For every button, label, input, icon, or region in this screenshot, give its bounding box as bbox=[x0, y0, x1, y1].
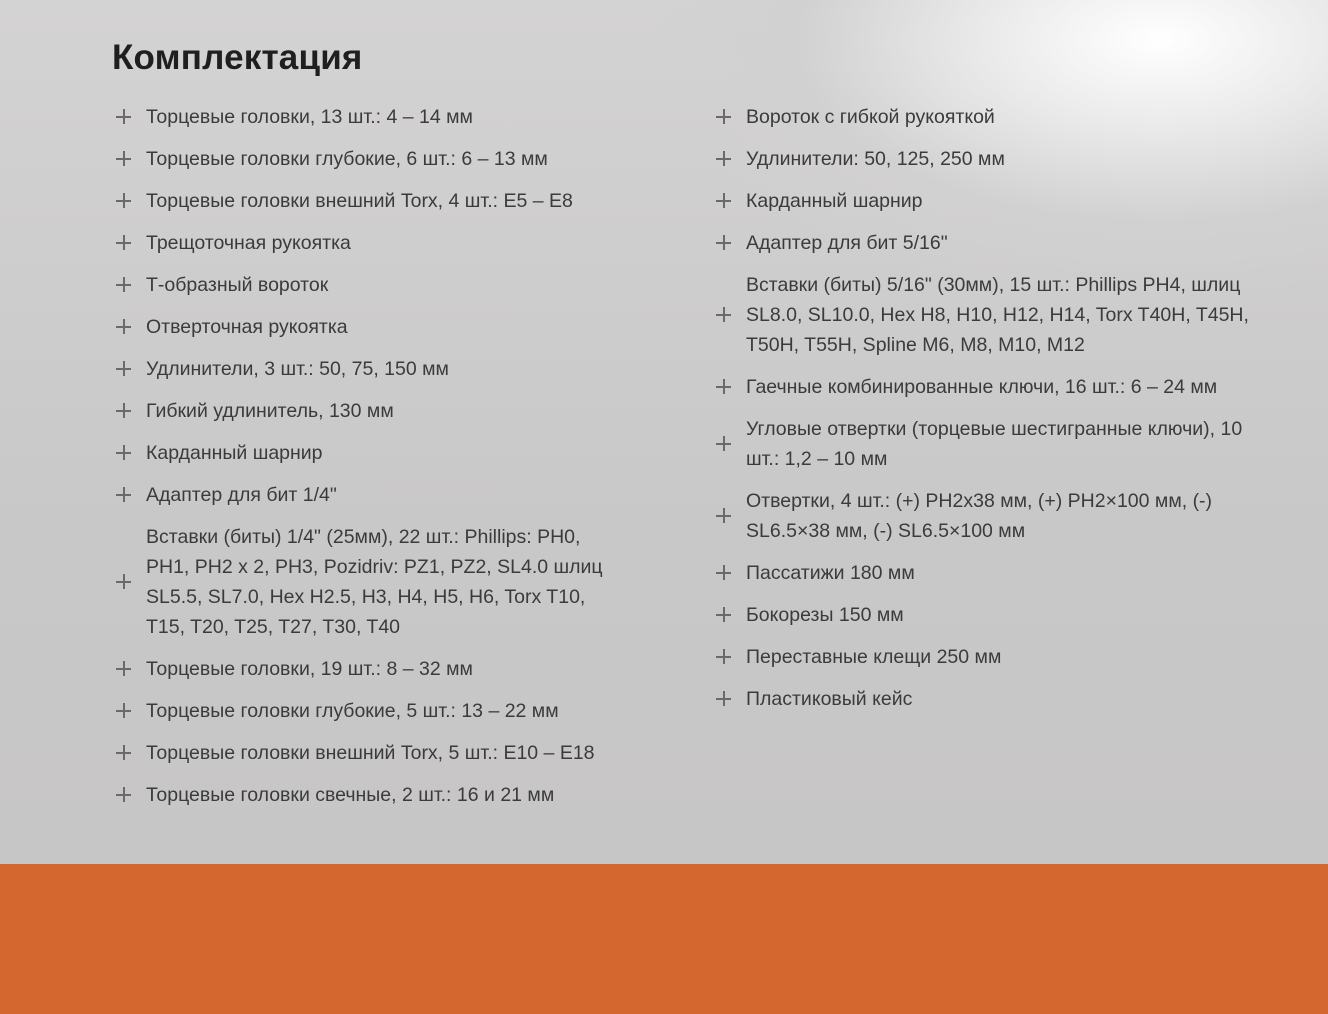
list-item bbox=[112, 480, 612, 510]
plus-icon bbox=[112, 315, 136, 339]
list-item-text: Т-образный вороток bbox=[146, 274, 329, 296]
list-item-text: Торцевые головки глубокие, 5 шт.: 13 – 22 мм bbox=[146, 700, 559, 722]
list-item bbox=[112, 654, 612, 684]
list-item-text: Торцевые головки свечные, 2 шт.: 16 и 21 мм bbox=[146, 784, 555, 806]
list-item bbox=[112, 144, 612, 174]
plus-icon bbox=[112, 570, 136, 594]
list-item-text: Торцевые головки, 13 шт.: 4 – 14 мм bbox=[146, 106, 473, 128]
list-item bbox=[712, 414, 1257, 474]
list-item-text: Карданный шарнир bbox=[746, 190, 923, 212]
plus-icon bbox=[712, 303, 736, 327]
section-title: Комплектация bbox=[112, 38, 363, 77]
plus-icon bbox=[712, 504, 736, 528]
list-item-text: Удлинители: 50, 125, 250 мм bbox=[746, 148, 1005, 170]
plus-icon bbox=[112, 741, 136, 765]
list-item bbox=[112, 270, 612, 300]
list-item bbox=[712, 144, 1257, 174]
list-item-text: Бокорезы 150 мм bbox=[746, 604, 904, 626]
list-item-text: Адаптер для бит 1/4" bbox=[146, 484, 337, 506]
list-item bbox=[112, 396, 612, 426]
list-item bbox=[112, 186, 612, 216]
list-item bbox=[112, 738, 612, 768]
plus-icon bbox=[712, 105, 736, 129]
list-item bbox=[712, 642, 1257, 672]
list-item-text: Трещоточная рукоятка bbox=[146, 232, 351, 254]
list-item-text: Карданный шарнир bbox=[146, 442, 323, 464]
plus-icon bbox=[112, 231, 136, 255]
list-item bbox=[712, 558, 1257, 588]
footer-band bbox=[0, 864, 1328, 1014]
list-item-text: Гаечные комбинированные ключи, 16 шт.: 6 – 24 мм bbox=[746, 376, 1218, 398]
list-item bbox=[712, 228, 1257, 258]
list-item bbox=[112, 780, 612, 810]
list-item-text: Пластиковый кейс bbox=[746, 688, 913, 710]
list-item-text: Вставки (биты) 5/16" (30мм), 15 шт.: Phillips PH4, шлиц SL8.0, SL10.0, Hex H8, H10, H12, H14, Torx T40H, T45H, T50H, T55H, Spline M6, M8, M10, M12 bbox=[746, 274, 1249, 356]
kit-list-left bbox=[112, 102, 612, 822]
list-item bbox=[112, 102, 612, 132]
list-item bbox=[712, 186, 1257, 216]
list-item bbox=[712, 372, 1257, 402]
plus-icon bbox=[712, 603, 736, 627]
list-item bbox=[712, 270, 1257, 360]
list-item bbox=[112, 312, 612, 342]
plus-icon bbox=[112, 105, 136, 129]
list-item-text: Торцевые головки внешний Torx, 5 шт.: E10 – E18 bbox=[146, 742, 595, 764]
plus-icon bbox=[712, 432, 736, 456]
list-item-text: Вороток с гибкой рукояткой bbox=[746, 106, 995, 128]
list-item-text: Отверточная рукоятка bbox=[146, 316, 348, 338]
plus-icon bbox=[712, 189, 736, 213]
list-item-text: Переставные клещи 250 мм bbox=[746, 646, 1002, 668]
plus-icon bbox=[112, 357, 136, 381]
plus-icon bbox=[112, 657, 136, 681]
kit-list-right bbox=[712, 102, 1257, 726]
plus-icon bbox=[112, 783, 136, 807]
plus-icon bbox=[112, 273, 136, 297]
list-item-text: Торцевые головки внешний Torx, 4 шт.: E5 – E8 bbox=[146, 190, 573, 212]
list-item-text: Угловые отвертки (торцевые шестигранные ключи), 10 шт.: 1,2 – 10 мм bbox=[746, 418, 1243, 470]
plus-icon bbox=[712, 561, 736, 585]
list-item bbox=[112, 228, 612, 258]
plus-icon bbox=[112, 699, 136, 723]
plus-icon bbox=[712, 375, 736, 399]
plus-icon bbox=[112, 189, 136, 213]
plus-icon bbox=[112, 399, 136, 423]
list-item-text: Гибкий удлинитель, 130 мм bbox=[146, 400, 394, 422]
plus-icon bbox=[112, 441, 136, 465]
list-item bbox=[712, 486, 1257, 546]
list-item-text: Торцевые головки глубокие, 6 шт.: 6 – 13 мм bbox=[146, 148, 548, 170]
list-item-text: Удлинители, 3 шт.: 50, 75, 150 мм bbox=[146, 358, 449, 380]
list-item bbox=[112, 438, 612, 468]
list-item-text: Вставки (биты) 1/4" (25мм), 22 шт.: Phillips: PH0, PH1, PH2 x 2, PH3, Pozidriv: PZ1, PZ2, SL4.0 шлиц SL5.5, SL7.0, Hex H2.5, H3, H4, H5, H6, Torx T10, T15, T20, T25, T27, T30, T40 bbox=[146, 526, 603, 638]
list-item bbox=[112, 696, 612, 726]
list-item-text: Пассатижи 180 мм bbox=[746, 562, 915, 584]
list-item bbox=[712, 600, 1257, 630]
plus-icon bbox=[112, 147, 136, 171]
plus-icon bbox=[712, 645, 736, 669]
list-item bbox=[112, 522, 612, 642]
list-item bbox=[112, 354, 612, 384]
plus-icon bbox=[712, 687, 736, 711]
list-item-text: Адаптер для бит 5/16" bbox=[746, 232, 948, 254]
list-item-text: Торцевые головки, 19 шт.: 8 – 32 мм bbox=[146, 658, 473, 680]
plus-icon bbox=[112, 483, 136, 507]
plus-icon bbox=[712, 147, 736, 171]
plus-icon bbox=[712, 231, 736, 255]
list-item-text: Отвертки, 4 шт.: (+) PH2x38 мм, (+) PH2×100 мм, (-) SL6.5×38 мм, (-) SL6.5×100 мм bbox=[746, 490, 1213, 542]
list-item bbox=[712, 684, 1257, 714]
list-item bbox=[712, 102, 1257, 132]
